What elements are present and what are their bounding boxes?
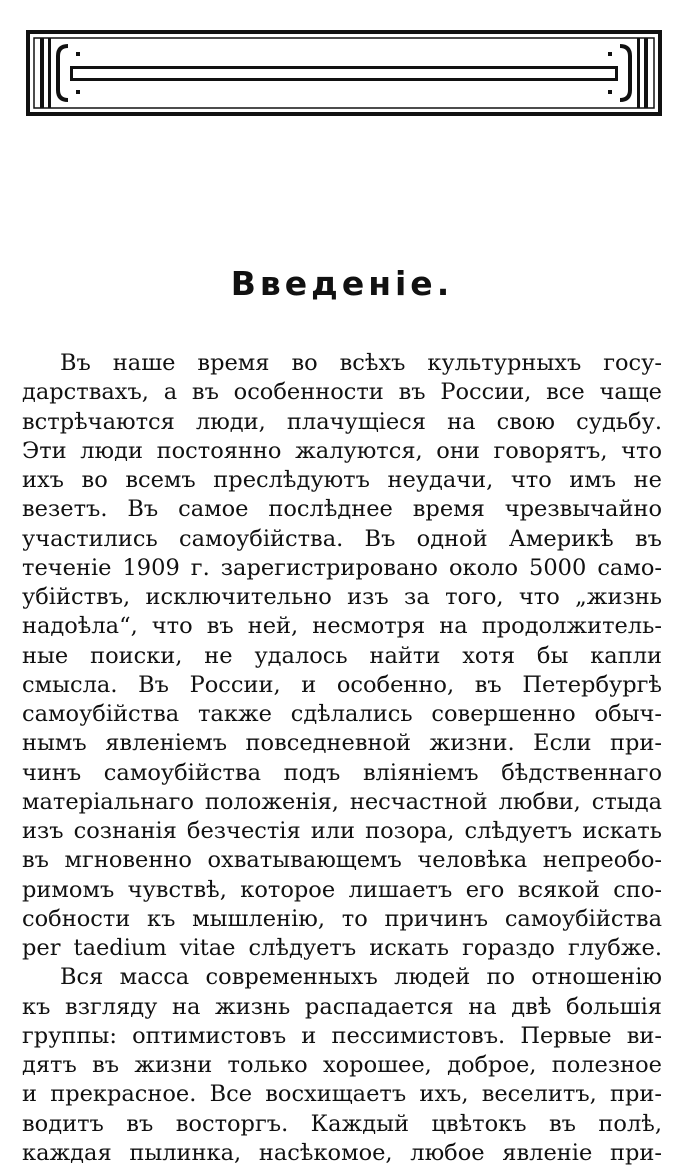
text-line: дарствахъ, а въ особенности въ России, все чаще [22, 379, 662, 406]
text-line: водитъ въ восторгъ. Каждый цвѣтокъ въ полѣ, [22, 1110, 662, 1137]
text-line: встрѣчаются люди, плачущiеся на свою судьбу. [22, 408, 662, 435]
text-line: Вся масса современныхъ людей по отношенiю [60, 964, 662, 991]
text-line: каждая пылинка, насѣкомое, любое явленiе при- [22, 1139, 662, 1166]
text-line: убiйствъ, исключительно изъ за того, что „жизнь [22, 584, 662, 610]
text-line: чинъ самоубiйства подъ влiянiемъ бѣдственнаго [22, 759, 662, 786]
text-line: матерiальнаго положенiя, несчастной любви, стыда [22, 788, 662, 815]
text-line: везетъ. Въ самое послѣднее время чрезвычайно [22, 496, 662, 523]
text-line: ные поиски, не удалось найти хотя бы капли [22, 642, 662, 669]
text-line: участились самоубiйства. Въ одной Америкѣ въ [22, 525, 662, 552]
text-line: теченiе 1909 г. зарегистрировано около 5000 само- [22, 554, 662, 581]
text-line: самоубiйства также сдѣлались совершенно обыч- [22, 701, 662, 727]
text-line: группы: оптимистовъ и пессимистовъ. Первые ви- [22, 1022, 662, 1049]
text-line: и прекрасное. Все восхищаетъ ихъ, веселитъ, при- [22, 1081, 662, 1108]
text-line: собности къ мышленiю, то причинъ самоубiйства [22, 905, 662, 932]
text-line: Въ наше время во всѣхъ культурныхъ госу- [60, 350, 662, 376]
text-line: въ мгновенно охватывающемъ человѣка непреобо- [22, 847, 662, 874]
text-line: ихъ во всемъ преслѣдуютъ неудачи, что имъ не [22, 467, 662, 493]
text-line: къ взгляду на жизнь распадается на двѣ большiя [22, 993, 662, 1020]
text-line: per taedium vitae слѣдуетъ искать гораздо глубже. [22, 935, 662, 961]
text-line: дятъ въ жизни только хорошее, доброе, полезное [22, 1052, 662, 1078]
text-line: Эти люди постоянно жалуются, они говорятъ, что [22, 437, 662, 464]
text-line: смысла. Въ России, и особенно, въ Петербургѣ [22, 671, 662, 698]
header-ornament [26, 30, 662, 116]
text-line: римомъ чувствѣ, которое лишаетъ его всякой спо- [22, 876, 662, 903]
chapter-title: Введенiе. [230, 264, 454, 303]
body-text [22, 349, 662, 1168]
text-line: нымъ явленiемъ повседневной жизни. Если при- [22, 730, 662, 757]
text-line: надоѣла“, что въ ней, несмотря на продолжитель- [22, 613, 662, 640]
text-line: изъ сознанiя безчестiя или позора, слѣдуетъ искать [22, 818, 662, 844]
